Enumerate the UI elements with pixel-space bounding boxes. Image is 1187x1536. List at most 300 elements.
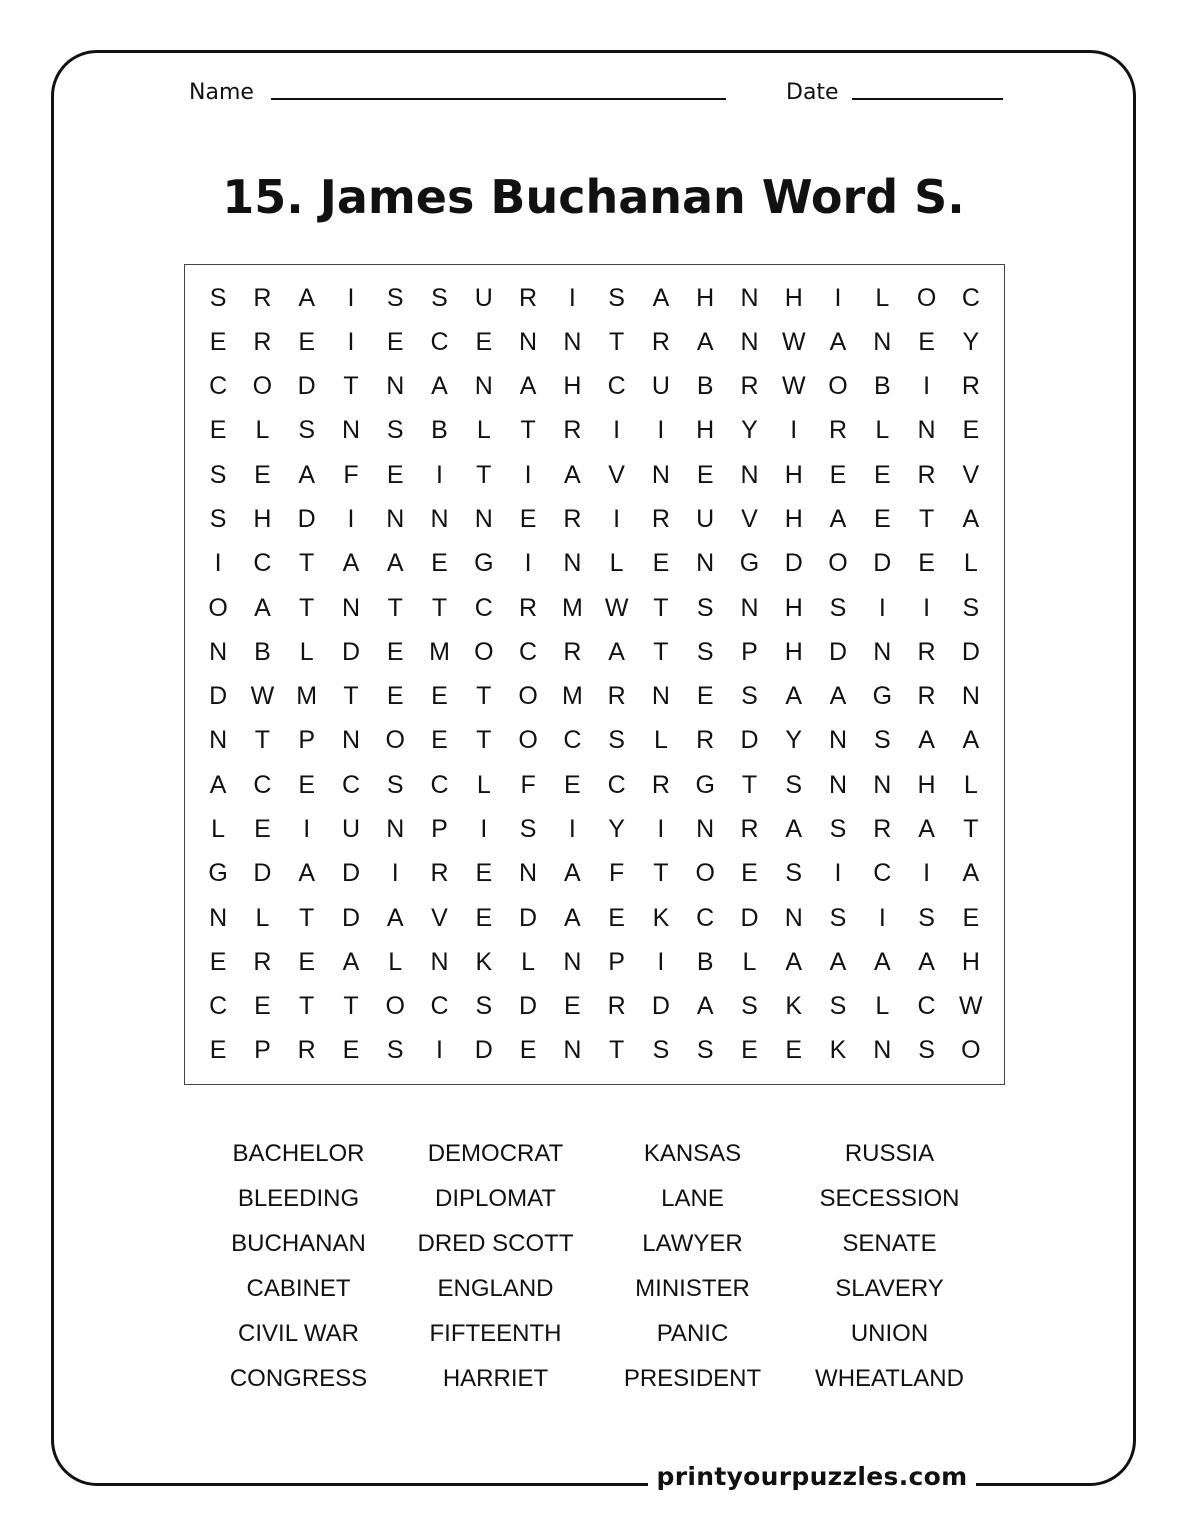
grid-letter[interactable]: P [741, 637, 758, 666]
grid-letter[interactable]: U [696, 505, 715, 534]
grid-letter[interactable]: T [343, 372, 359, 401]
grid-letter[interactable]: R [519, 593, 538, 622]
grid-letter[interactable]: W [959, 992, 983, 1021]
grid-letter[interactable]: L [609, 549, 624, 578]
grid-letter[interactable]: S [209, 505, 227, 534]
grid-letter[interactable]: T [963, 814, 979, 843]
grid-letter[interactable]: I [436, 460, 443, 489]
grid-letter[interactable]: E [608, 903, 625, 932]
grid-letter[interactable]: U [651, 372, 670, 401]
grid-letter[interactable]: A [342, 549, 360, 578]
grid-letter[interactable]: N [740, 460, 759, 489]
grid-letter[interactable]: D [474, 1036, 493, 1065]
grid-letter[interactable]: A [431, 372, 448, 401]
grid-letter[interactable]: E [254, 460, 271, 489]
grid-letter[interactable]: A [564, 460, 581, 489]
grid-letter[interactable]: H [696, 416, 715, 445]
grid-letter[interactable]: O [474, 637, 494, 666]
grid-letter[interactable]: L [963, 770, 978, 799]
grid-letter[interactable]: D [209, 682, 228, 711]
grid-letter[interactable]: W [604, 593, 629, 622]
grid-letter[interactable]: S [829, 903, 847, 932]
grid-letter[interactable]: A [298, 283, 316, 312]
grid-letter[interactable]: S [741, 992, 758, 1021]
grid-letter[interactable]: N [209, 726, 228, 755]
grid-letter[interactable]: E [785, 1036, 803, 1065]
grid-letter[interactable]: D [253, 859, 272, 888]
name-line[interactable] [271, 98, 726, 100]
grid-letter[interactable]: Y [785, 726, 803, 755]
grid-letter[interactable]: C [607, 372, 626, 401]
grid-letter[interactable]: H [784, 283, 803, 312]
grid-letter[interactable]: I [923, 593, 931, 622]
grid-letter[interactable]: K [475, 947, 493, 976]
grid-letter[interactable]: A [254, 593, 271, 622]
grid-letter[interactable]: T [343, 682, 359, 711]
grid-letter[interactable]: C [474, 593, 493, 622]
grid-letter[interactable]: N [563, 549, 582, 578]
grid-letter[interactable]: S [785, 859, 803, 888]
grid-letter[interactable]: E [519, 1036, 537, 1065]
grid-letter[interactable]: N [873, 327, 892, 356]
grid-letter[interactable]: N [873, 637, 892, 666]
grid-letter[interactable]: S [386, 283, 404, 312]
grid-letter[interactable]: S [608, 726, 625, 755]
grid-letter[interactable]: S [209, 283, 227, 312]
grid-letter[interactable]: R [961, 372, 980, 401]
grid-letter[interactable]: S [696, 637, 714, 666]
grid-letter[interactable]: D [297, 505, 316, 534]
grid-letter[interactable]: T [653, 859, 669, 888]
grid-letter[interactable]: R [651, 770, 670, 799]
grid-letter[interactable]: N [873, 770, 892, 799]
grid-letter[interactable]: P [298, 726, 316, 755]
grid-letter[interactable]: S [519, 814, 537, 843]
grid-letter[interactable]: A [696, 992, 714, 1021]
grid-letter[interactable]: N [519, 327, 538, 356]
grid-letter[interactable]: O [252, 372, 273, 401]
grid-letter[interactable]: R [828, 416, 848, 445]
grid-letter[interactable]: A [386, 549, 404, 578]
grid-letter[interactable]: D [784, 549, 803, 578]
grid-letter[interactable]: E [873, 460, 891, 489]
grid-letter[interactable]: R [651, 505, 670, 534]
grid-letter[interactable]: O [828, 549, 848, 578]
grid-letter[interactable]: Y [741, 416, 758, 445]
grid-letter[interactable]: N [209, 903, 228, 932]
grid-letter[interactable]: P [254, 1036, 271, 1065]
grid-letter[interactable]: D [519, 903, 538, 932]
grid-letter[interactable]: N [651, 682, 670, 711]
grid-letter[interactable]: E [741, 1036, 758, 1065]
grid-letter[interactable]: L [211, 814, 226, 843]
grid-letter[interactable]: K [829, 1036, 847, 1065]
grid-letter[interactable]: U [474, 283, 493, 312]
grid-letter[interactable]: N [917, 416, 936, 445]
grid-letter[interactable]: B [873, 372, 891, 401]
grid-letter[interactable]: N [386, 814, 405, 843]
grid-letter[interactable]: M [561, 593, 583, 622]
grid-letter[interactable]: T [918, 505, 935, 534]
grid-letter[interactable]: E [475, 859, 493, 888]
grid-letter[interactable]: H [961, 947, 980, 976]
grid-letter[interactable]: S [785, 770, 803, 799]
grid-letter[interactable]: I [303, 814, 311, 843]
grid-letter[interactable]: N [430, 505, 449, 534]
grid-letter[interactable]: T [608, 1036, 625, 1065]
grid-letter[interactable]: R [253, 283, 272, 312]
grid-letter[interactable]: C [917, 992, 936, 1021]
grid-letter[interactable]: R [740, 814, 759, 843]
grid-letter[interactable]: V [962, 460, 980, 489]
grid-letter[interactable]: I [878, 903, 886, 932]
grid-letter[interactable]: N [828, 726, 848, 755]
grid-letter[interactable]: L [742, 947, 757, 976]
grid-letter[interactable]: T [608, 327, 625, 356]
grid-letter[interactable]: A [785, 814, 803, 843]
grid-letter[interactable]: N [341, 593, 360, 622]
grid-letter[interactable]: N [563, 1036, 582, 1065]
grid-letter[interactable]: D [297, 372, 316, 401]
grid-letter[interactable]: A [962, 505, 980, 534]
grid-letter[interactable]: E [962, 903, 980, 932]
grid-letter[interactable]: E [298, 947, 316, 976]
grid-letter[interactable]: D [519, 992, 538, 1021]
grid-letter[interactable]: N [430, 947, 449, 976]
grid-letter[interactable]: D [873, 549, 892, 578]
grid-letter[interactable]: E [519, 505, 537, 534]
grid-letter[interactable]: O [518, 682, 538, 711]
grid-letter[interactable]: R [740, 372, 759, 401]
grid-letter[interactable]: N [828, 770, 848, 799]
grid-letter[interactable]: R [696, 726, 715, 755]
grid-letter[interactable]: O [385, 726, 405, 755]
grid-letter[interactable]: S [431, 283, 448, 312]
grid-letter[interactable]: I [790, 416, 798, 445]
grid-letter[interactable]: L [963, 549, 978, 578]
grid-letter[interactable]: S [829, 593, 847, 622]
grid-letter[interactable]: R [563, 416, 582, 445]
grid-letter[interactable]: C [341, 770, 360, 799]
grid-letter[interactable]: V [741, 505, 758, 534]
grid-letter[interactable]: V [608, 460, 625, 489]
grid-letter[interactable]: S [209, 460, 227, 489]
grid-letter[interactable]: E [962, 416, 980, 445]
grid-letter[interactable]: T [476, 682, 492, 711]
grid-letter[interactable]: G [474, 549, 494, 578]
grid-letter[interactable]: A [918, 726, 935, 755]
grid-letter[interactable]: A [962, 859, 980, 888]
grid-letter[interactable]: H [784, 637, 803, 666]
grid-letter[interactable]: T [476, 460, 492, 489]
grid-letter[interactable]: A [918, 947, 935, 976]
grid-letter[interactable]: R [873, 814, 892, 843]
grid-letter[interactable]: A [962, 726, 980, 755]
grid-letter[interactable]: P [431, 814, 448, 843]
grid-letter[interactable]: L [255, 903, 270, 932]
grid-letter[interactable]: I [878, 593, 886, 622]
grid-letter[interactable]: N [474, 505, 493, 534]
grid-letter[interactable]: H [696, 283, 715, 312]
grid-letter[interactable]: P [608, 947, 625, 976]
grid-letter[interactable]: W [781, 372, 806, 401]
grid-letter[interactable]: R [917, 637, 936, 666]
grid-letter[interactable]: G [872, 682, 893, 711]
grid-letter[interactable]: C [430, 992, 449, 1021]
grid-letter[interactable]: I [347, 327, 355, 356]
grid-letter[interactable]: D [651, 992, 670, 1021]
grid-letter[interactable]: H [784, 593, 803, 622]
grid-letter[interactable]: D [341, 903, 360, 932]
grid-letter[interactable]: I [436, 1036, 443, 1065]
grid-letter[interactable]: M [296, 682, 318, 711]
grid-letter[interactable]: N [784, 903, 803, 932]
grid-letter[interactable]: T [299, 549, 315, 578]
grid-letter[interactable]: I [657, 416, 665, 445]
grid-letter[interactable]: T [520, 416, 536, 445]
grid-letter[interactable]: S [298, 416, 316, 445]
grid-letter[interactable]: R [607, 992, 626, 1021]
grid-letter[interactable]: I [480, 814, 488, 843]
grid-letter[interactable]: E [431, 726, 448, 755]
grid-letter[interactable]: L [875, 992, 890, 1021]
grid-letter[interactable]: S [918, 1036, 935, 1065]
date-line[interactable] [852, 98, 1003, 100]
grid-letter[interactable]: A [298, 859, 316, 888]
grid-letter[interactable]: S [608, 283, 625, 312]
grid-letter[interactable]: A [386, 903, 404, 932]
grid-letter[interactable]: S [696, 1036, 714, 1065]
grid-letter[interactable]: N [740, 283, 759, 312]
grid-letter[interactable]: I [524, 460, 532, 489]
grid-letter[interactable]: T [254, 726, 271, 755]
grid-letter[interactable]: A [298, 460, 316, 489]
grid-letter[interactable]: D [740, 726, 759, 755]
grid-letter[interactable]: N [341, 726, 360, 755]
grid-letter[interactable]: E [254, 992, 271, 1021]
grid-letter[interactable]: E [209, 416, 227, 445]
grid-letter[interactable]: S [741, 682, 758, 711]
grid-letter[interactable]: N [651, 460, 670, 489]
grid-letter[interactable]: E [209, 947, 227, 976]
grid-letter[interactable]: N [563, 947, 582, 976]
grid-letter[interactable]: S [386, 1036, 404, 1065]
grid-letter[interactable]: E [829, 460, 847, 489]
grid-letter[interactable]: T [431, 593, 448, 622]
grid-letter[interactable]: Y [608, 814, 625, 843]
grid-letter[interactable]: E [475, 327, 493, 356]
grid-letter[interactable]: O [828, 372, 848, 401]
grid-letter[interactable]: N [696, 814, 715, 843]
grid-letter[interactable]: N [386, 372, 405, 401]
grid-letter[interactable]: E [918, 549, 935, 578]
grid-letter[interactable]: F [520, 770, 536, 799]
grid-letter[interactable]: C [430, 770, 449, 799]
grid-letter[interactable]: E [873, 505, 891, 534]
grid-letter[interactable]: N [873, 1036, 892, 1065]
grid-letter[interactable]: N [519, 859, 538, 888]
grid-letter[interactable]: L [521, 947, 536, 976]
grid-letter[interactable]: D [740, 903, 759, 932]
grid-letter[interactable]: O [208, 593, 228, 622]
grid-letter[interactable]: C [253, 549, 272, 578]
grid-letter[interactable]: D [828, 637, 848, 666]
grid-letter[interactable]: S [386, 416, 404, 445]
grid-letter[interactable]: A [873, 947, 891, 976]
grid-letter[interactable]: A [829, 682, 847, 711]
grid-letter[interactable]: H [784, 505, 803, 534]
grid-letter[interactable]: I [613, 416, 621, 445]
grid-letter[interactable]: T [476, 726, 492, 755]
grid-letter[interactable]: K [652, 903, 670, 932]
grid-letter[interactable]: T [299, 593, 315, 622]
grid-letter[interactable]: Y [962, 327, 980, 356]
grid-letter[interactable]: A [785, 947, 803, 976]
grid-letter[interactable]: E [918, 327, 935, 356]
grid-letter[interactable]: H [917, 770, 936, 799]
grid-letter[interactable]: I [923, 859, 931, 888]
grid-letter[interactable]: L [476, 416, 491, 445]
grid-letter[interactable]: S [652, 1036, 670, 1065]
grid-letter[interactable]: C [209, 992, 228, 1021]
grid-letter[interactable]: I [391, 859, 399, 888]
grid-letter[interactable]: W [781, 327, 806, 356]
grid-letter[interactable]: C [563, 726, 582, 755]
grid-letter[interactable]: B [696, 947, 714, 976]
grid-letter[interactable]: T [387, 593, 403, 622]
grid-letter[interactable]: I [214, 549, 222, 578]
grid-letter[interactable]: O [961, 1036, 981, 1065]
grid-letter[interactable]: A [829, 947, 847, 976]
grid-letter[interactable]: T [343, 992, 359, 1021]
grid-letter[interactable]: C [209, 372, 228, 401]
grid-letter[interactable]: M [561, 682, 583, 711]
grid-letter[interactable]: R [607, 682, 626, 711]
grid-letter[interactable]: R [253, 947, 272, 976]
grid-letter[interactable]: A [696, 327, 714, 356]
grid-letter[interactable]: K [785, 992, 803, 1021]
grid-letter[interactable]: I [613, 505, 621, 534]
grid-letter[interactable]: O [916, 283, 937, 312]
grid-letter[interactable]: B [254, 637, 271, 666]
grid-letter[interactable]: S [386, 770, 404, 799]
grid-letter[interactable]: R [651, 327, 670, 356]
grid-letter[interactable]: E [254, 814, 271, 843]
grid-letter[interactable]: I [657, 947, 665, 976]
grid-letter[interactable]: G [695, 770, 715, 799]
grid-letter[interactable]: A [342, 947, 360, 976]
grid-letter[interactable]: N [961, 682, 980, 711]
grid-letter[interactable]: H [563, 372, 582, 401]
grid-letter[interactable]: C [519, 637, 538, 666]
grid-letter[interactable]: T [653, 637, 669, 666]
grid-letter[interactable]: O [385, 992, 405, 1021]
grid-letter[interactable]: C [873, 859, 892, 888]
grid-letter[interactable]: L [653, 726, 668, 755]
grid-letter[interactable]: N [209, 637, 228, 666]
grid-letter[interactable]: E [696, 682, 714, 711]
grid-letter[interactable]: R [430, 859, 449, 888]
grid-letter[interactable]: O [518, 726, 538, 755]
grid-letter[interactable]: B [431, 416, 448, 445]
grid-letter[interactable]: S [829, 814, 847, 843]
grid-letter[interactable]: E [475, 903, 493, 932]
grid-letter[interactable]: N [740, 593, 759, 622]
grid-letter[interactable]: E [298, 327, 316, 356]
grid-letter[interactable]: I [524, 549, 532, 578]
grid-letter[interactable]: R [519, 283, 538, 312]
grid-letter[interactable]: L [255, 416, 270, 445]
grid-letter[interactable]: F [343, 460, 359, 489]
grid-letter[interactable]: A [918, 814, 935, 843]
grid-letter[interactable]: E [741, 859, 758, 888]
grid-letter[interactable]: L [875, 416, 890, 445]
grid-letter[interactable]: E [298, 770, 316, 799]
grid-letter[interactable]: E [431, 549, 448, 578]
grid-letter[interactable]: E [209, 1036, 227, 1065]
grid-letter[interactable]: R [917, 682, 936, 711]
grid-letter[interactable]: A [564, 859, 581, 888]
grid-letter[interactable]: D [961, 637, 980, 666]
grid-letter[interactable]: S [696, 593, 714, 622]
grid-letter[interactable]: E [696, 460, 714, 489]
grid-letter[interactable]: H [253, 505, 272, 534]
grid-letter[interactable]: C [253, 770, 272, 799]
grid-letter[interactable]: A [209, 770, 227, 799]
grid-letter[interactable]: G [739, 549, 760, 578]
grid-letter[interactable]: A [519, 372, 537, 401]
grid-letter[interactable]: I [347, 505, 355, 534]
grid-letter[interactable]: L [476, 770, 491, 799]
grid-letter[interactable]: I [834, 859, 842, 888]
grid-letter[interactable]: S [918, 903, 935, 932]
grid-letter[interactable]: I [568, 814, 576, 843]
grid-letter[interactable]: F [608, 859, 625, 888]
grid-letter[interactable]: M [429, 637, 450, 666]
grid-letter[interactable]: E [431, 682, 448, 711]
grid-letter[interactable]: A [564, 903, 581, 932]
grid-letter[interactable]: T [299, 992, 315, 1021]
grid-letter[interactable]: N [386, 505, 405, 534]
grid-letter[interactable]: E [652, 549, 670, 578]
grid-letter[interactable]: R [563, 637, 582, 666]
grid-letter[interactable]: A [829, 327, 847, 356]
grid-letter[interactable]: L [388, 947, 403, 976]
grid-letter[interactable]: C [961, 283, 980, 312]
grid-letter[interactable]: C [696, 903, 715, 932]
grid-letter[interactable]: B [696, 372, 714, 401]
grid-letter[interactable]: E [386, 460, 404, 489]
grid-letter[interactable]: N [740, 327, 759, 356]
grid-letter[interactable]: O [695, 859, 715, 888]
grid-letter[interactable]: S [962, 593, 980, 622]
grid-letter[interactable]: A [652, 283, 670, 312]
grid-letter[interactable]: E [209, 327, 227, 356]
grid-letter[interactable]: E [564, 992, 581, 1021]
grid-letter[interactable]: I [568, 283, 576, 312]
grid-letter[interactable]: I [834, 283, 842, 312]
grid-letter[interactable]: I [347, 283, 355, 312]
grid-letter[interactable]: A [829, 505, 847, 534]
grid-letter[interactable]: N [341, 416, 360, 445]
grid-letter[interactable]: I [923, 372, 931, 401]
grid-letter[interactable]: N [696, 549, 715, 578]
grid-letter[interactable]: H [784, 460, 803, 489]
grid-letter[interactable]: R [563, 505, 582, 534]
grid-letter[interactable]: E [386, 327, 404, 356]
grid-letter[interactable]: E [342, 1036, 360, 1065]
grid-letter[interactable]: R [253, 327, 272, 356]
